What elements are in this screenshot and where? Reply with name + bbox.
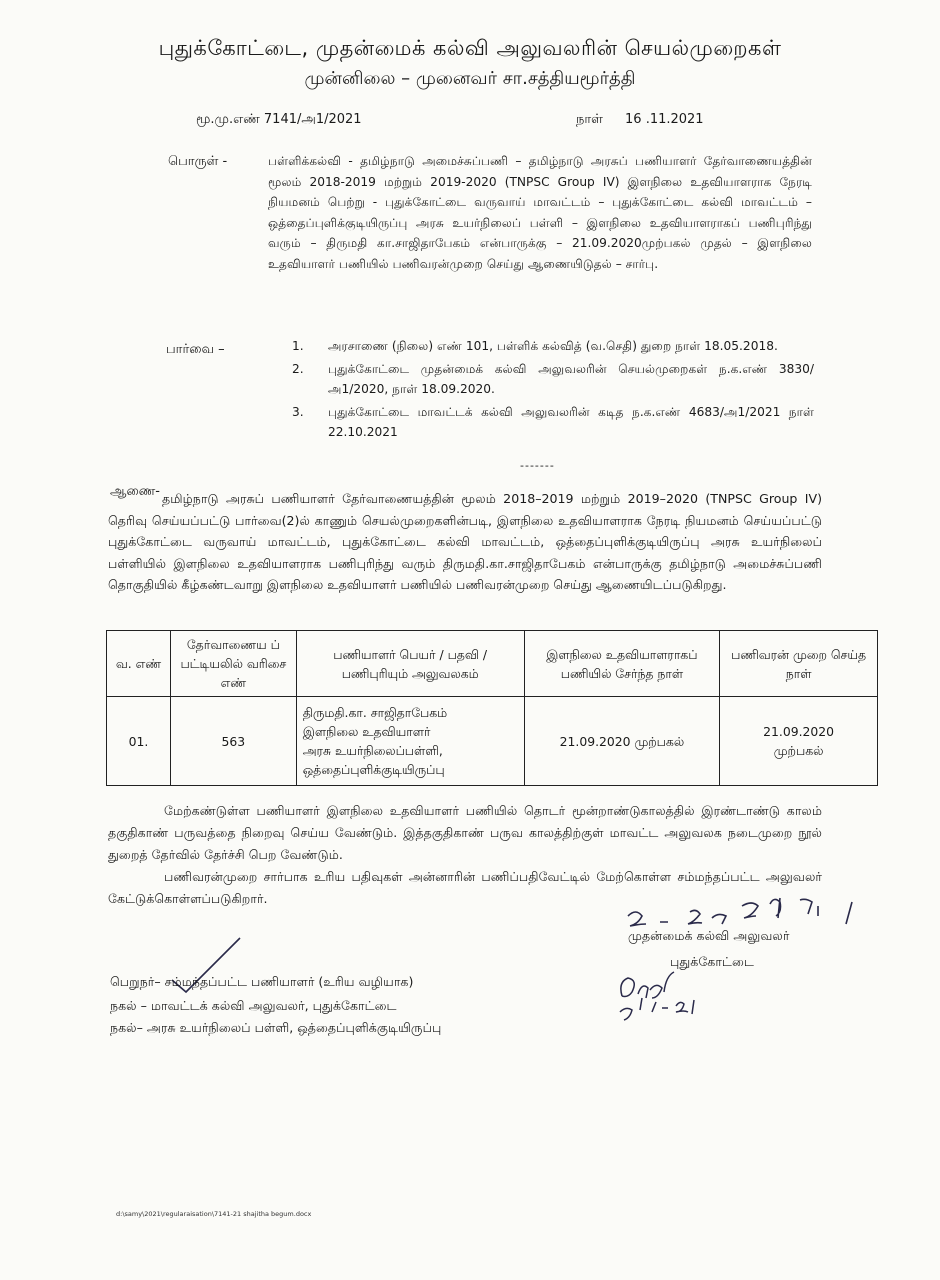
employee-name: திருமதி.கா. சாஜிதாபேகம் bbox=[302, 705, 448, 720]
cell-rank: 563 bbox=[170, 697, 296, 786]
employee-office: அரசு உயர்நிலைப்பள்ளி, bbox=[302, 743, 443, 758]
header-employee-name: பணியாளர் பெயர் / பதவி / பணிபுரியும் அலுவலகம் bbox=[296, 631, 524, 697]
probation-paragraph: மேற்கண்டுள்ள பணியாளர் இளநிலை உதவியாளர் பணியில் தொடர் மூன்றாண்டுகாலத்தில் இரண்டாண்டு காலம் தகுதிகாண் பருவத்தை நிறைவு செய்ய வேண்டும். இத்தகுதிகாண் பருவ காலத்திற்குள் மாவட்ட அலுவலக நடைமுறை நூல் துறைத் தேர்வில் தேர்ச்சி பெற வேண்டும். bbox=[108, 803, 822, 862]
officer-signature-mark bbox=[628, 898, 852, 926]
subject-label: பொருள் - bbox=[168, 154, 228, 169]
document-title: புதுக்கோட்டை, முதன்மைக் கல்வி அலுவலரின் செயல்முறைகள் bbox=[158, 36, 782, 60]
signatory-title: முதன்மைக் கல்வி அலுவலர் bbox=[628, 928, 790, 943]
header-rank-in-list: தேர்வாணைய ப் பட்டியலில் வரிசை எண் bbox=[170, 631, 296, 697]
reference-number: 1. bbox=[292, 339, 304, 353]
employee-post: இளநிலை உதவியாளர் bbox=[302, 724, 431, 739]
reference-text: அரசாணை (நிலை) எண் 101, பள்ளிக் கல்வித் (வ.செதி) துறை நாள் 18.05.2018. bbox=[328, 339, 778, 353]
dated-initials bbox=[620, 972, 694, 1020]
date-label: நாள் bbox=[576, 112, 603, 127]
copy-to-school: நகல்– அரசு உயர்நிலைப் பள்ளி, ஒத்தைப்புளிக்குடியிருப்பு bbox=[110, 1020, 442, 1035]
reference-number: 2. bbox=[292, 361, 304, 376]
order-text: தமிழ்நாடு அரசுப் பணியாளர் தேர்வாணையத்தின் மூலம் 2018–2019 மற்றும் 2019–2020 (TNPSC Group IV) தெரிவு செய்யப்பட்டு பார்வை(2)ல் காணும் செயல்முறைகளின்படி, இளநிலை உதவியாளராக நேரடி நியமனம் செய்யப்பட்டு புதுக்கோட்டை வருவாய் மாவட்டம், புதுக்கோட்டை கல்வி மாவட்டம், ஒத்தைப்புளிக்குடியிருப்பு அரசு உயர்நிலைப் பள்ளியில் இளநிலை உதவியாளராக பணிபுரிந்து வரும் திருமதி.கா.சாஜிதாபேகம் என்பாருக்கு தமிழ்நாடு அமைச்சுப்பணி தொகுதியில் கீழ்கண்டவாறு இளநிலை உதவியாளர் பணியில் பணிவரன்முறை செய்து ஆணையிடப்படுகிறது. bbox=[108, 491, 822, 593]
subject-text: பள்ளிக்கல்வி - தமிழ்நாடு அமைச்சுப்பணி – தமிழ்நாடு அரசுப் பணியாளர் தேர்வாணையத்தின் மூலம் 2018-2019 மற்றும் 2019-2020 (TNPSC Group IV) இளநிலை உதவியாளராக நேரடி நியமனம் பெற்று - புதுக்கோட்டை வருவாய் மாவட்டம் – புதுக்கோட்டை கல்வி மாவட்டம் – ஒத்தைப்புளிக்குடியிருப்பு அரசு உயர்நிலைப் பள்ளி – இளநிலை உதவியாளராகப் பணிபுரிந்து வரும் – திருமதி கா.சாஜிதாபேகம் என்பாருக்கு – 21.09.2020முற்பகல் முதல் – இளநிலை உதவியாளர் பணியில் பணிவரன்முறை செய்து ஆணையிடுதல் – சார்பு. bbox=[268, 154, 812, 271]
regularised-date: 21.09.2020 bbox=[763, 724, 835, 739]
file-path-footer: d:\samy\2021\regularaisation\7141-21 shajitha begum.docx bbox=[116, 1210, 312, 1218]
employee-location: ஒத்தைப்புளிக்குடியிருப்பு bbox=[302, 762, 445, 777]
signatory-place: புதுக்கோட்டை bbox=[670, 954, 754, 969]
cell-joined-date: 21.09.2020 முற்பகல் bbox=[524, 697, 720, 786]
references-label: பார்வை – bbox=[166, 342, 225, 357]
date-value: 16 .11.2021 bbox=[625, 112, 704, 127]
presence-line: முன்னிலை – முனைவர் சா.சத்தியமூர்த்தி bbox=[304, 68, 636, 89]
order-label: ஆணை- bbox=[110, 484, 160, 499]
reference-text: புதுக்கோட்டை முதன்மைக் கல்வி அலுவலரின் செயல்முறைகள் ந.க.எண் 3830/அ1/2020, நாள் 18.09.2020. bbox=[328, 361, 814, 396]
reference-text: புதுக்கோட்டை மாவட்டக் கல்வி அலுவலரின் கடித ந.க.எண் 4683/அ1/2021 நாள் 22.10.2021 bbox=[328, 404, 814, 439]
copy-to-deo: நகல் – மாவட்டக் கல்வி அலுவலர், புதுக்கோட்டை bbox=[110, 998, 397, 1013]
cell-serial-number: 01. bbox=[107, 697, 171, 786]
section-divider: ------- bbox=[520, 459, 555, 472]
header-serial-number: வ. எண் bbox=[107, 631, 171, 697]
recipient-line: பெறுநர்– சம்மந்தப்பட்ட பணியாளர் (உரிய வழியாக) bbox=[110, 974, 414, 989]
header-joining-date: இளநிலை உதவியாளராகப் பணியில் சேர்ந்த நாள் bbox=[524, 631, 720, 697]
reference-number: 3. bbox=[292, 404, 304, 419]
service-register-paragraph: பணிவரன்முறை சார்பாக உரிய பதிவுகள் அன்னாரின் பணிப்பதிவேட்டில் மேற்கொள்ள சம்மந்தப்பட்ட அலுவலர் கேட்டுக்கொள்ளப்படுகிறார். bbox=[108, 869, 822, 906]
reference-number: மூ.மு.எண் 7141/அ1/2021 bbox=[196, 112, 362, 127]
header-regularisation-date: பணிவரன் முறை செய்த நாள் bbox=[720, 631, 878, 697]
regularised-session: முற்பகல் bbox=[773, 743, 824, 758]
